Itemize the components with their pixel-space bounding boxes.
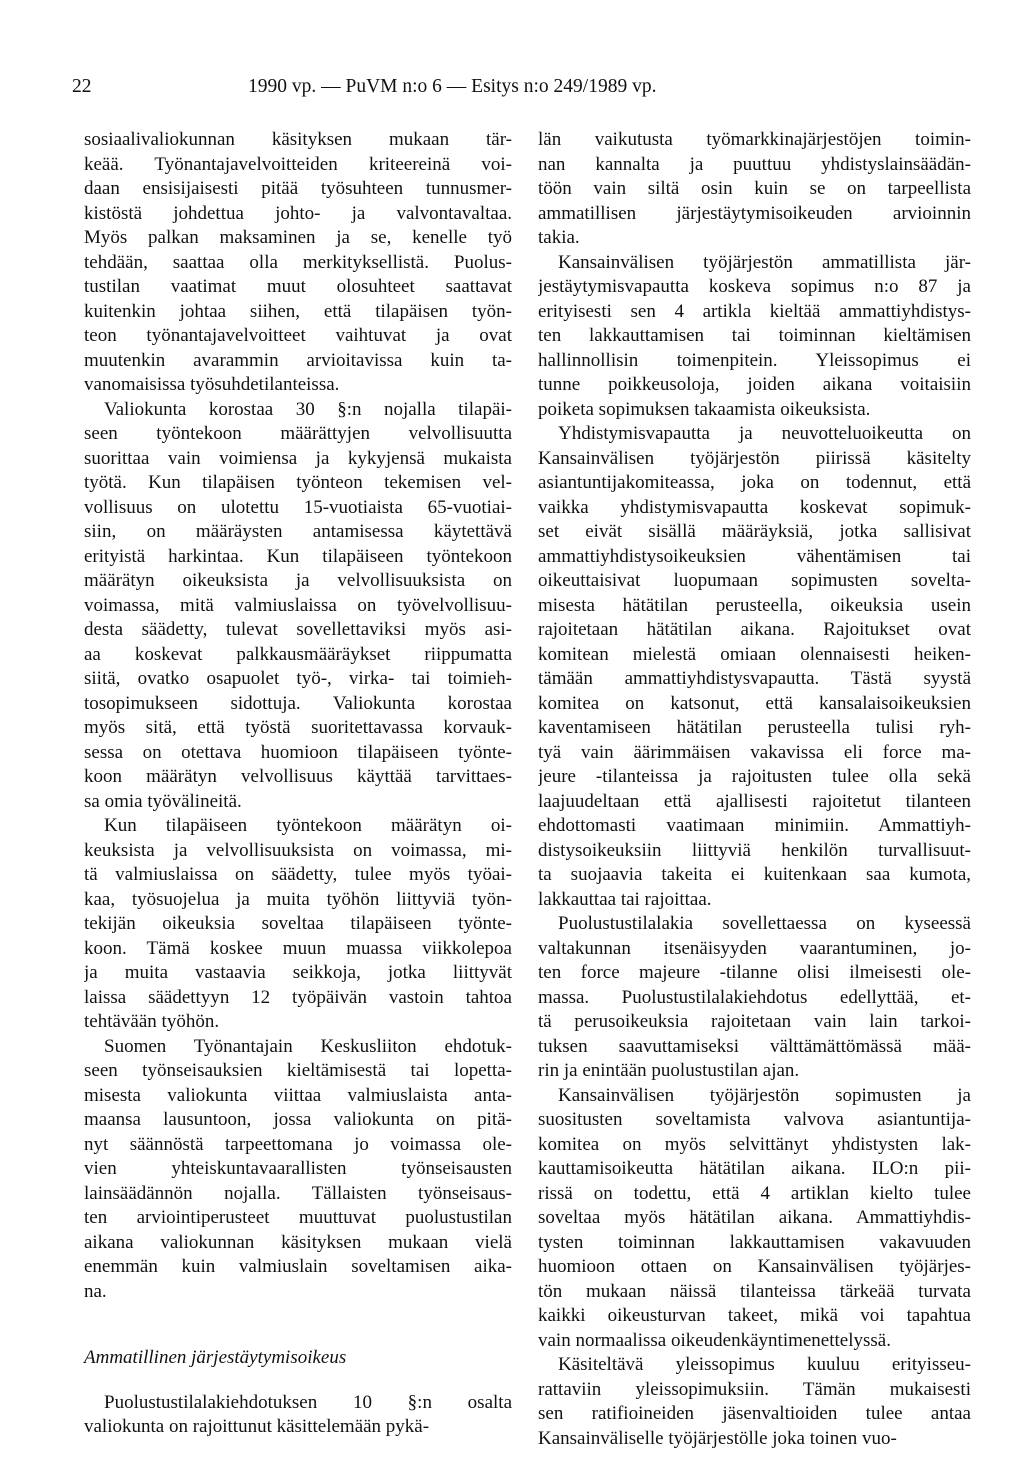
text-line: rajoitetaan hätätilan aikana. Rajoitukset ovat	[538, 619, 971, 640]
paragraph	[84, 1035, 512, 1305]
text-line: komitea on katsonut, että kansalaisoikeuksien	[538, 692, 971, 714]
text-line: tysten toiminnan lakkauttamisen vakavuuden	[538, 1231, 971, 1253]
paragraph	[538, 251, 971, 423]
text-line: myös sitä, että työstä suoritettavassa korvauk-	[84, 717, 512, 738]
text-line: asiantuntijakomiteassa, joka on todennut, että	[538, 472, 971, 493]
text-line: töön vain siltä osin kuin se on tarpeellista	[538, 178, 971, 199]
text-line: määrätyn oikeuksista ja velvollisuuksista on	[84, 570, 512, 591]
text-line: huomioon ottaen on Kansainvälisen työjärjes-	[538, 1256, 971, 1277]
text-line: koon määrätyn velvollisuus käyttää tarvittaes-	[84, 766, 512, 787]
left-column	[84, 128, 512, 1440]
text-line: seen työntekoon määrättyjen velvollisuutta	[84, 423, 512, 444]
text-line: Puolustustilalakia sovellettaessa on kyseessä	[558, 913, 971, 934]
text-line: hallinnollisin toimenpitein. Yleissopimus ei	[538, 349, 971, 371]
text-line: ten arviointiperusteet muuttuvat puolustustilan	[84, 1207, 512, 1228]
text-line: tehtävään työhön.	[84, 1011, 220, 1032]
section-subheading: Ammatillinen järjestäytymisoikeus	[84, 1347, 347, 1368]
text-line: misesta hätätilan perusteella, oikeuksia usein	[538, 594, 971, 616]
spacer	[84, 1371, 512, 1391]
text-line: tuksen saavuttamiseksi välttämättömässä mää-	[538, 1035, 971, 1057]
text-line: desta säädetty, tulevat sovellettaviksi myös asi-	[84, 619, 512, 640]
text-line: työtä. Kun tilapäisen työnteon tekemisen vel-	[84, 472, 512, 493]
text-line: sessa on otettava huomioon tilapäiseen työnte-	[84, 741, 512, 763]
text-line: valiokunta on rajoittunut käsittelemään pykä-	[84, 1416, 430, 1437]
text-line: Suomen Työnantajain Keskusliiton ehdotuk-	[104, 1035, 512, 1057]
text-line: erityistä harkintaa. Kun tilapäiseen työntekoon	[84, 545, 512, 567]
text-line: keää. Työnantajavelvoitteiden kriteereinä voi-	[84, 153, 512, 175]
text-line: set eivät sisällä määräyksiä, jotka sallisivat	[538, 521, 971, 542]
paragraph	[538, 1084, 971, 1354]
text-line: vanomaisissa työsuhdetilanteissa.	[84, 374, 340, 395]
text-line: ehdottomasti vaatimaan minimiin. Ammattiyh-	[538, 815, 971, 836]
text-line: komitea on myös selvittänyt yhdistysten lak-	[538, 1133, 971, 1155]
text-line: distysoikeuksiin liittyviä henkilön turvallisuut-	[538, 839, 971, 861]
text-line: oikeuttaisivat luopumaan sopimusten sovelta-	[538, 570, 971, 591]
text-line: suositusten soveltamista valvova asiantuntija-	[538, 1109, 971, 1130]
text-line: tosopimukseen sidottuja. Valiokunta korostaa	[84, 692, 512, 714]
text-line: soveltaa myös hätätilan aikana. Ammattiyhdis-	[538, 1207, 971, 1228]
text-line: lainsäädännön nojalla. Tällaisten työnseisaus-	[84, 1182, 512, 1204]
text-line: jestäytymisvapautta koskeva sopimus n:o 87 ja	[538, 276, 971, 297]
text-line: ammatillisen järjestäytymisoikeuden arvioinnin	[538, 202, 971, 224]
text-line: Yhdistymisvapautta ja neuvotteluoikeutta on	[558, 423, 971, 444]
right-column	[538, 128, 971, 1451]
text-line: vollisuus on ulotettu 15-vuotiaista 65-vuotiai-	[84, 496, 512, 518]
text-line: valtakunnan itsenäisyyden vaarantuminen, jo-	[538, 937, 971, 959]
text-line: suorittaa vain voimiensa ja kykyjensä mukaista	[84, 447, 512, 469]
text-line: misesta valiokunta viittaa valmiuslaista anta-	[84, 1084, 512, 1106]
text-line: Kansainvälisen työjärjestön ammatillista jär-	[558, 251, 971, 273]
text-line: Puolustustilalakiehdotuksen 10 §:n osalta	[104, 1391, 512, 1413]
text-line: voimassa, mitä valmiuslaissa on työvelvollisuu-	[84, 594, 512, 616]
page-number: 22	[72, 76, 92, 97]
text-line: vaikka yhdistymisvapautta koskevat sopimuk-	[538, 496, 971, 518]
text-line: takia.	[538, 227, 580, 248]
text-line: kauttamisoikeutta hätätilan aikana. ILO:n pii-	[538, 1158, 971, 1179]
paragraph	[84, 128, 512, 398]
text-line: seen työnseisauksien kieltämisestä tai lopetta-	[84, 1060, 512, 1081]
text-line: tämään ammattiyhdistysvapautta. Tästä syystä	[538, 668, 971, 689]
paragraph	[538, 1353, 971, 1451]
text-line: ammattiyhdistysoikeuksien vähentämisen tai	[538, 545, 971, 567]
text-line: na.	[84, 1280, 107, 1302]
text-line: aa koskevat palkkausmääräykset riippumatta	[84, 643, 512, 665]
text-line: län vaikutusta työmarkkinajärjestöjen toimin-	[538, 129, 971, 150]
text-line: kistöstä johdettua johto- ja valvontavaltaa.	[84, 202, 512, 224]
text-line: tä perusoikeuksia rajoitetaan vain lain tarkoi-	[538, 1011, 971, 1032]
text-line: muutenkin avarammin arvioitavissa kuin ta-	[84, 349, 512, 371]
text-line: nyt säännöstä tarpeettomana jo voimassa ole-	[84, 1133, 512, 1155]
text-line: nan kannalta ja puuttuu yhdistyslainsäädän-	[538, 153, 971, 175]
text-line: komitean mielestä omiaan olennaisesti heiken-	[538, 643, 971, 665]
text-line: kaventamiseen hätätilan perusteella tulisi ryh-	[538, 717, 971, 738]
paragraph	[538, 422, 971, 912]
text-line: ten force majeure -tilanne olisi ilmeisesti ole-	[538, 962, 971, 983]
text-line: ten lakkauttamisen tai toiminnan kieltämisen	[538, 325, 971, 346]
paragraph	[84, 398, 512, 815]
text-line: poiketa sopimuksen takaamista oikeuksista.	[538, 398, 871, 420]
paragraph	[538, 912, 971, 1084]
text-line: maansa lausuntoon, jossa valiokunta on pitä-	[84, 1109, 512, 1130]
text-line: ja muita vastaavia seikkoja, jotka liittyvät	[84, 962, 512, 983]
text-line: rissä on todettu, että 4 artiklan kielto tulee	[538, 1182, 971, 1204]
text-line: rin ja enintään puolustustilan ajan.	[538, 1060, 800, 1081]
text-line: tön mukaan näissä tilanteissa tärkeää turvata	[538, 1280, 971, 1302]
text-line: erityisesti sen 4 artikla kieltää ammattiyhdistys-	[538, 300, 971, 322]
text-line: kaikki oikeusturvan takeet, mikä voi tapahtua	[538, 1305, 971, 1326]
text-line: Valiokunta korostaa 30 §:n nojalla tilapäi-	[104, 398, 512, 420]
text-line: Kun tilapäiseen työntekoon määrätyn oi-	[104, 815, 512, 836]
text-line: sosiaalivaliokunnan käsityksen mukaan tär-	[84, 129, 512, 150]
text-line: Käsiteltävä yleissopimus kuuluu erityisseu-	[558, 1354, 971, 1375]
text-line: koon. Tämä koskee muun muassa viikkolepoa	[84, 937, 512, 959]
text-line: kaa, työsuojelua ja muita työhön liittyviä työn-	[84, 888, 512, 910]
text-line: laajuudeltaan että ajallisesti rajoitetut tilanteen	[538, 790, 971, 812]
text-line: tekijän oikeuksia soveltaa tilapäiseen työnte-	[84, 913, 512, 934]
text-line: Kansainväliselle työjärjestölle joka toinen vuo-	[538, 1427, 897, 1449]
text-line: siitä, ovatko osapuolet työ-, virka- tai toimieh-	[84, 668, 512, 689]
text-line: tä valmiuslaissa on säädetty, tulee myös työai-	[84, 864, 512, 885]
text-line: jeure -tilanteissa ja rajoitusten tulee olla sekä	[538, 766, 971, 787]
text-line: sa omia työvälineitä.	[84, 790, 242, 812]
text-line: teon työnantajavelvoitteet vaihtuvat ja ovat	[84, 325, 512, 346]
text-line: rattaviin yleissopimuksiin. Tämän mukaisesti	[538, 1378, 971, 1400]
text-line: massa. Puolustustilalakiehdotus edellyttää, et-	[538, 986, 971, 1008]
text-line: lakkauttaa tai rajoittaa.	[538, 888, 712, 910]
text-line: Kansainvälisen työjärjestön sopimusten ja	[558, 1084, 971, 1106]
paragraph	[84, 814, 512, 1035]
text-line: tunne poikkeusoloja, joiden aikana voitaisiin	[538, 374, 971, 395]
text-line: ta suojaavia takeita ei kuitenkaan saa kumota,	[538, 864, 971, 885]
running-head: 1990 vp. — PuVM n:o 6 — Esitys n:o 249/1989 vp.	[248, 76, 657, 97]
text-line: vien yhteiskuntavaarallisten työnseisausten	[84, 1158, 512, 1179]
text-line: tyä vain äärimmäisen vakavissa eli force ma-	[538, 741, 971, 763]
spacer	[84, 1304, 512, 1346]
text-line: daan ensisijaisesti pitää työsuhteen tunnusmer-	[84, 178, 512, 199]
text-line: keuksista ja velvollisuuksista on voimassa, mi-	[84, 839, 512, 861]
text-line: siin, on määräysten antamisessa käytettävä	[84, 521, 512, 542]
text-line: kuitenkin johtaa siihen, että tilapäisen työn-	[84, 300, 512, 322]
text-line: vain normaalissa oikeudenkäyntimenettelyssä.	[538, 1329, 891, 1351]
text-line: tustilan vaatimat muut olosuhteet saattavat	[84, 276, 512, 297]
text-line: sen ratifioineiden jäsenvaltioiden tulee antaa	[538, 1403, 971, 1424]
text-line: tehdään, saattaa olla merkityksellistä. Puolus-	[84, 251, 512, 273]
text-line: enemmän kuin valmiuslain soveltamisen aika-	[84, 1256, 512, 1277]
page-header	[72, 72, 972, 102]
paragraph	[538, 128, 971, 251]
text-line: Kansainvälisen työjärjestön piirissä käsitelty	[538, 447, 971, 469]
paragraph	[84, 1391, 512, 1440]
text-line: aikana valiokunnan käsityksen mukaan vielä	[84, 1231, 512, 1253]
text-line: Myös palkan maksaminen ja se, kenelle työ	[84, 227, 512, 248]
text-line: laissa säädettyyn 12 työpäivän vastoin tahtoa	[84, 986, 512, 1008]
